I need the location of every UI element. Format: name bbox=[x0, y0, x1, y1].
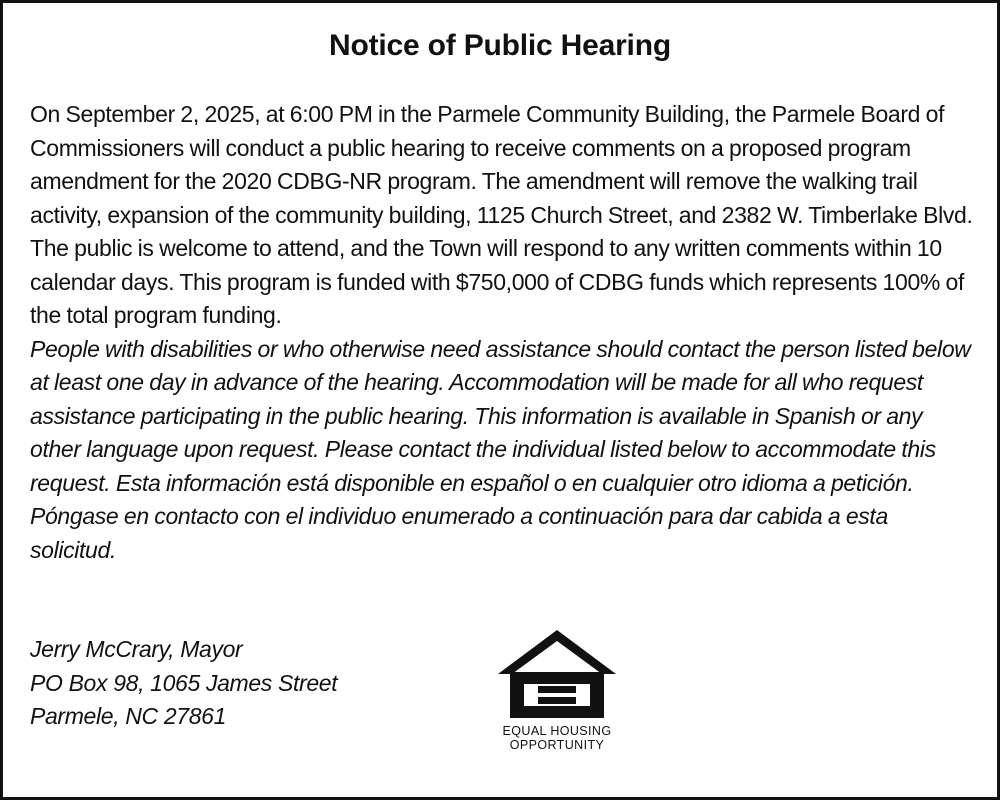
notice-body bbox=[30, 98, 976, 567]
contact-block bbox=[30, 633, 337, 734]
equal-housing-caption-line2: OPPORTUNITY bbox=[509, 738, 605, 752]
equal-housing-caption-line1: EQUAL HOUSING bbox=[502, 724, 612, 738]
contact-address: PO Box 98, 1065 James Street bbox=[30, 669, 338, 696]
equal-housing-logo bbox=[495, 628, 619, 752]
equal-housing-caption bbox=[495, 724, 619, 752]
equal-housing-house-icon bbox=[496, 628, 618, 720]
contact-city: Parmele, NC 27861 bbox=[30, 703, 227, 729]
accessibility-note: People with disabilities or who otherwise need assistance should contact the person listed below at least one day in advance of the hearing. Accommodation will be made for all who request assistance participating in the public hearing. This information is available in Spanish or any other language upon request. Please contact the individual listed below to accommodate this request. Esta información está disponible en español o en cualquier otro idioma a petición. Póngase en contacto con el individuo enumerado a continuación para dar cabida a esta solicitud. bbox=[30, 335, 971, 563]
notice-title: Notice of Public Hearing bbox=[329, 29, 671, 62]
hearing-paragraph: On September 2, 2025, at 6:00 PM in the Parmele Community Building, the Parmele Board of Commissioners will conduct a public hearing to receive comments on a proposed program amendment for the 2020 CDBG-NR program. The amendment will remove the walking trail activity, expansion of the community building, 1125 Church Street, and 2382 W. Timberlake Blvd. The public is welcome to attend, and the Town will respond to any written comments within 10 calendar days. This program is funded with $750,000 of CDBG funds which represents 100% of the total program funding. bbox=[30, 101, 973, 328]
contact-name: Jerry McCrary, Mayor bbox=[30, 636, 243, 662]
